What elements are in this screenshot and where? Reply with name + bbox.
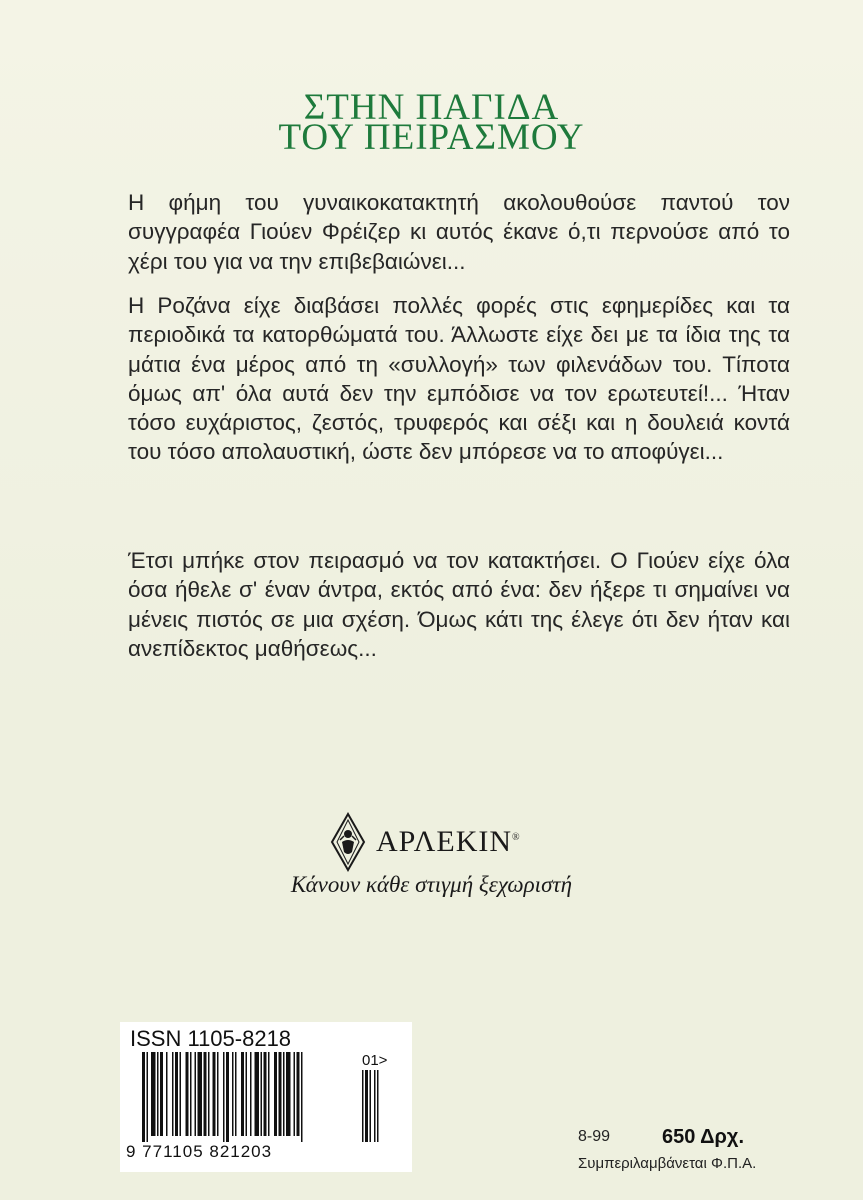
barcode-bar — [268, 1052, 270, 1136]
barcode-addon: 01> — [362, 1052, 388, 1069]
barcode-bar — [166, 1052, 168, 1136]
barcode-bar — [297, 1052, 300, 1136]
barcode-bar — [172, 1052, 174, 1136]
barcode-bar — [195, 1052, 197, 1136]
barcode-bar — [208, 1052, 210, 1136]
barcode-addon-bar — [365, 1070, 368, 1142]
barcode-bar — [279, 1052, 282, 1136]
barcode-bar — [241, 1052, 244, 1136]
barcode-number: 9 771105 821203 — [126, 1142, 273, 1161]
barcode-bar — [175, 1052, 178, 1136]
barcode-addon-bar — [374, 1070, 376, 1142]
barcode-bar — [217, 1052, 219, 1136]
barcode-bar — [283, 1052, 285, 1136]
barcode-bar — [286, 1052, 291, 1136]
publisher-tagline: Κάνουν κάθε στιγμή ξεχωριστή — [290, 872, 573, 897]
barcode-bar — [142, 1052, 145, 1142]
barcode-bar — [204, 1052, 207, 1136]
blurb-paragraph-2: Η Ροζάνα είχε διαβάσει πολλές φορές στις εφημερίδες και τα περιοδικά τα κατορθώματά του. Άλλωστε είχε δει με τα ίδια της τα μάτια ένα μέρος από τη «συλλογή» των φιλενάδων του. Τίποτα όμως απ' όλα αυτά δεν την εμπόδισε να τον ερωτευτεί!... Ήταν τόσο ευχάριστος, ζεστός, τρυφερός και σέξι και η δουλειά κοντά του τόσο απολαυστική, ώστε δεν μπόρεσε να το αποφύγει... — [128, 293, 790, 465]
barcode-bar — [261, 1052, 263, 1136]
barcode-bar — [157, 1052, 159, 1136]
barcode-addon-bar — [370, 1070, 372, 1142]
barcode-bar — [226, 1052, 229, 1142]
barcode-bar — [160, 1052, 163, 1136]
barcode-bar — [264, 1052, 267, 1136]
blurb-paragraph-1: Η φήμη του γυναικοκατακτητή ακολουθούσε παντού τον συγγραφέα Γιούεν Φρέιζερ κι αυτός έκανε ό,τι περνούσε από το χέρι του για να την επιβεβαιώνει... — [128, 190, 790, 274]
barcode-bar — [198, 1052, 203, 1136]
barcode-bar — [232, 1052, 234, 1136]
barcode-bar — [190, 1052, 192, 1136]
barcode-bar — [250, 1052, 252, 1136]
barcode-bar — [186, 1052, 189, 1136]
barcode-bar — [246, 1052, 248, 1136]
barcode-bar — [180, 1052, 182, 1136]
barcode — [142, 1052, 392, 1142]
price: 650 Δρχ. — [662, 1126, 745, 1148]
barcode-bar — [274, 1052, 277, 1136]
vat-note: Συμπεριλαμβάνεται Φ.Π.Α. — [578, 1155, 757, 1172]
barcode-bar — [255, 1052, 260, 1136]
harlequin-diamond-logo-icon — [330, 812, 366, 872]
publisher-name: ΑΡΛΕΚΙΝ® — [376, 825, 521, 858]
barcode-bar — [151, 1052, 156, 1136]
issn-label: ISSN 1105-8218 — [130, 1026, 292, 1051]
barcode-bar — [147, 1052, 149, 1142]
barcode-bar — [235, 1052, 237, 1136]
date-code: 8-99 — [578, 1128, 611, 1145]
blurb-paragraph-3: Έτσι μπήκε στον πειρασμό να τον κατακτήσει. Ο Γιούεν είχε όλα όσα ήθελε σ' έναν άντρα, εκτός από ένα: δεν ήξερε τι σημαίνει να μένεις πιστός σε μια σχέση. Όμως κάτι της έλεγε ότι δεν ήταν και ανεπίδεκτος μαθήσεως... — [128, 548, 790, 661]
barcode-bar — [294, 1052, 296, 1136]
barcode-bar — [223, 1052, 225, 1142]
barcode-bar — [213, 1052, 216, 1136]
book-title-line-2: ΤΟΥ ΠΕΙΡΑΣΜΟΥ — [278, 117, 585, 158]
barcode-bar — [301, 1052, 303, 1142]
barcode-addon-bar — [362, 1070, 364, 1142]
publisher-logo — [330, 812, 521, 872]
barcode-addon-bar — [377, 1070, 379, 1142]
book-title-line-1: ΣΤΗΝ ΠΑΓΙΔΑ — [303, 87, 560, 128]
